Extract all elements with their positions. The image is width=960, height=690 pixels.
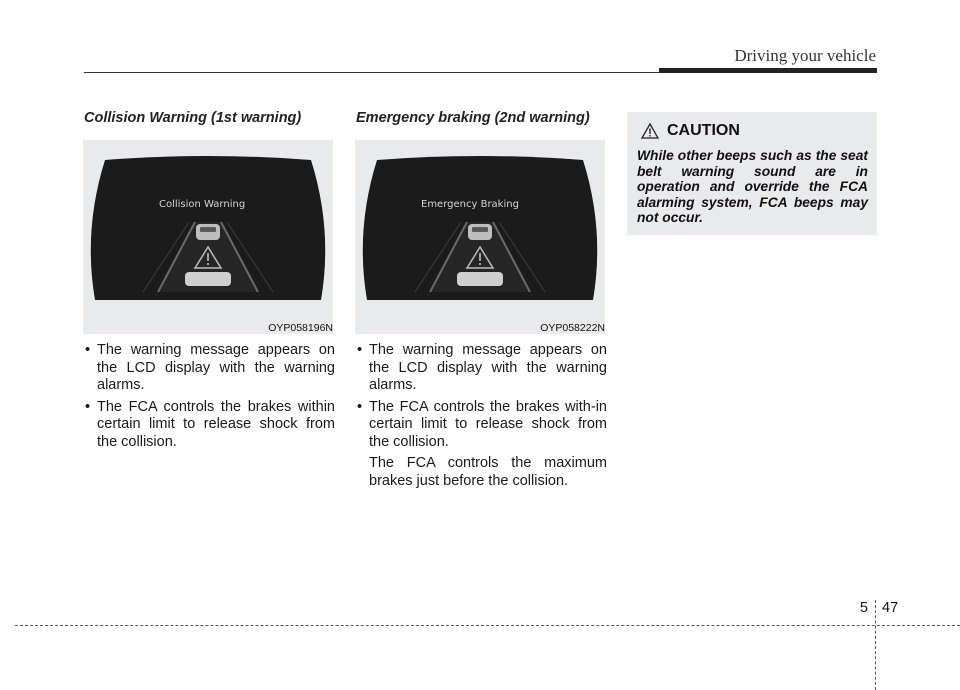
list-item-text: The FCA controls the brakes with-in certain limit to release shock from the collision. [369, 398, 607, 450]
figure-code: OYP058196N [268, 322, 333, 334]
header-rule-accent [659, 68, 877, 73]
warning-triangle-icon [641, 123, 659, 139]
caution-header [641, 122, 868, 140]
collision-warning-list [83, 342, 335, 455]
collision-warning-figure [83, 140, 333, 334]
emergency-braking-figure [355, 140, 605, 334]
screen-text: Emergency Braking [421, 199, 519, 210]
page-number: 47 [882, 600, 899, 616]
list-item: • The warning message appears on the LCD display with the warning alarms. [83, 342, 335, 395]
chapter-number: 5 [859, 600, 868, 616]
collision-warning-heading: Collision Warning (1st warning) [84, 110, 302, 126]
emergency-braking-heading: Emergency braking (2nd warning) [356, 110, 590, 126]
figure-code: OYP058222N [540, 322, 605, 334]
footer-divider [875, 600, 876, 690]
caution-title: CAUTION [667, 122, 740, 139]
list-item-extra: The FCA controls the maximum brakes just before the collision. [369, 455, 607, 489]
emergency-braking-list [355, 342, 607, 494]
list-item [355, 399, 607, 491]
caution-box [627, 112, 877, 235]
caution-text: While other beeps such as the seat belt warning sound are in operation and override the FCA alarming system, FCA beeps may not occur. [637, 148, 868, 225]
header-title: Driving your vehicle [734, 46, 876, 65]
footer-rule [15, 625, 960, 626]
screen-text: Collision Warning [159, 199, 246, 210]
header-rule [84, 72, 662, 73]
list-item: • The FCA controls the brakes within certain limit to release shock from the collision. [83, 399, 335, 452]
list-item: • The warning message appears on the LCD display with the warning alarms. [355, 342, 607, 395]
